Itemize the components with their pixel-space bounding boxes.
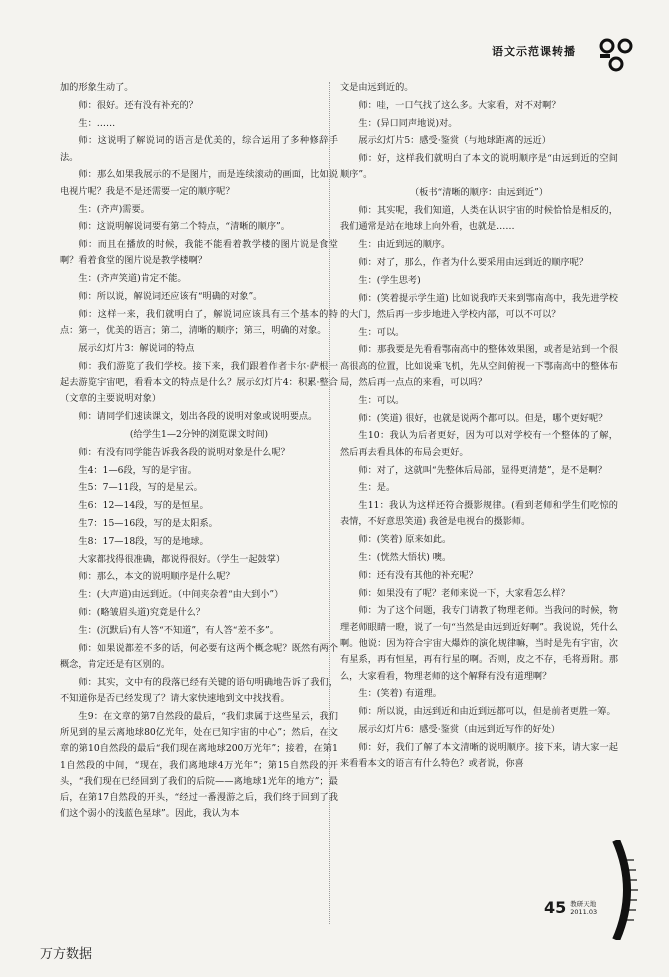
paragraph: 师：为了这个问题，我专门请教了物理老师。当我问的时候，物理老师眼睛一瞪，说了一句“当然是由远到近好啊”。我说说，凭什么啊。他说：因为符合宇宙大爆炸的演化规律嘛，当时是先有宇宙，次有星系，再有恒星，再有行星的啊。否则，皮之不存，毛将焉附。那么，大家看看，物理老师的这个解释有没有道理啊？ [340, 605, 618, 682]
paragraph: 生：是。 [358, 482, 396, 494]
paragraph: 生：(学生思考) [358, 274, 421, 286]
paragraph: 师：对了，这就叫“先整体后局部，显得更清楚”，是不是啊？ [358, 464, 607, 476]
paragraph: 生5：7—11段，写的是星云。 [78, 482, 203, 494]
paragraph: 师：请同学们速读课文，划出各段的说明对象或说明要点。 [78, 411, 318, 423]
paragraph: 生9：在文章的第7自然段的最后，“我们隶属于这些星云，我们所见到的星云离地球80亿光年，处在已知宇宙的中心”；然后，在文章的第10自然段的最后“我们现在离地球200万光年”；接着，在第11自然段的中间，“现在，我们离地球4万光年”；第15自然段的开头，“我们现在已经回到了我们的后院——离地球1光年的地方”；最后，在第17自然段的开头，“经过一番漫游之后，我们终于回到了我们这个弱小的浅蓝色星球”。因此，我认为本 [60, 710, 338, 820]
paragraph: 师：我们游览了我们学校。接下来，我们跟着作者卡尔·萨根一起去游览宇宙吧，看看本文的特点是什么？展示幻灯片4：积累·整合（文章的主要说明对象） [60, 360, 338, 405]
paragraph: 师：(笑着提示学生道) 比如说我昨天来到鄂南高中，我先进学校的大门，然后再一步步地进入学校内部，可以不可以？ [340, 292, 618, 320]
paragraph: 师：(笑道) 很好，也就是说两个都可以。但是，哪个更好呢？ [358, 412, 608, 424]
paragraph: 生：(恍然大悟状) 噢。 [358, 552, 452, 564]
paragraph: 生：(异口同声地说)对。 [358, 117, 458, 129]
publication-info [570, 900, 597, 916]
paragraph: 生：(沉默后)有人答“不知道”，有人答“差不多”。 [78, 624, 279, 636]
paragraph: 师：那么，本文的说明顺序是什么呢？ [78, 571, 235, 583]
paragraph: 师：很好。还有没有补充的？ [78, 99, 198, 111]
paragraph: 师：(略皱眉头道)究竟是什么？ [78, 606, 205, 618]
paragraph: 生10：我认为后者更好，因为可以对学校有一个整体的了解，然后再去看具体的布局会更好。 [340, 430, 618, 458]
paragraph: 生：(齐声笑道)肯定不能。 [78, 273, 187, 285]
paragraph: 师：有没有同学能告诉我各段的说明对象是什么呢？ [78, 446, 290, 458]
right-text-column [340, 80, 618, 774]
paragraph: 师：那么如果我展示的不是图片，而是连续滚动的画面，比如说电视片呢？我是不是还需要一定的顺序呢？ [60, 169, 338, 197]
paragraph: 师：这说明解说词要有第二个特点，“清晰的顺序”。 [78, 221, 290, 233]
side-tab-gauge-ornament [610, 840, 640, 940]
column-divider [329, 82, 330, 924]
paragraph: 生：由近到远的顺序。 [358, 239, 451, 251]
paragraph: 师：哇，一口气找了这么多。大家看，对不对啊？ [358, 99, 561, 111]
paragraph: 师：所以说，由远到近和由近到远都可以，但是前者更胜一筹。 [358, 706, 616, 718]
paragraph: 师：如果没有了呢？老师来说一下，大家看怎么样？ [358, 587, 570, 599]
paragraph: 生：…… [78, 117, 116, 129]
paragraph: 文是由远到近的。 [340, 82, 414, 93]
paragraph: 加的形象生动了。 [60, 82, 134, 93]
paragraph: 师：如果说都差不多的话，何必要有这两个概念呢？既然有两个概念，肯定还是有区别的。 [60, 642, 338, 670]
paragraph: 生：可以。 [358, 326, 405, 338]
publication-name: 教研天地 [570, 900, 597, 908]
header-title: 语文示范课转播 [492, 45, 576, 58]
paragraph: 生：(齐声)需要。 [78, 203, 150, 215]
left-text-column [60, 80, 338, 824]
paragraph: 生6：12—14段，写的是恒星。 [78, 500, 209, 512]
paragraph: 大家都找得很准确，都说得很好。（学生一起鼓掌） [78, 553, 286, 565]
paragraph: 师：这说明了解说词的语言是优美的，综合运用了多种修辞手法。 [60, 135, 338, 163]
paragraph: 师：其实，文中有的段落已经有关键的语句明确地告诉了我们，不知道你是否已经发现了？请大家快速地到文中找找看。 [60, 676, 338, 704]
paragraph: 展示幻灯片3：解说词的特点 [78, 342, 195, 354]
paragraph: 师：所以说，解说词还应该有“明确的对象”。 [78, 291, 263, 303]
publication-issue: 2011.03 [570, 908, 598, 916]
paragraph: 师：而且在播放的时候，我能不能看着教学楼的图片说是食堂啊？看着食堂的图片说是教学楼啊？ [60, 239, 338, 267]
paragraph: 师：好，我们了解了本文清晰的说明顺序。接下来，请大家一起来看看本文的语言有什么特色？或者说，你喜 [340, 741, 618, 770]
paragraph: (给学生1—2分钟的浏览课文时间) [129, 428, 269, 440]
paragraph: 展示幻灯片6：感受·鉴赏（由远到近写作的好处） [358, 723, 561, 735]
paragraph: 生4：1—6段，写的是宇宙。 [78, 464, 197, 476]
paragraph: 生：(笑着) 有道理。 [358, 688, 442, 700]
paragraph: 展示幻灯片5：感受·鉴赏（与地球距离的远近） [358, 135, 551, 147]
paragraph: 师：还有没有其他的补充呢？ [358, 569, 478, 581]
page-footer [544, 900, 597, 916]
paragraph: 生：(大声道)由远到近。（中间夹杂着“由大到小”） [78, 589, 284, 601]
watermark: 万方数据 [40, 947, 93, 962]
paragraph: 师：对了，那么，作者为什么要采用由远到近的顺序呢？ [358, 256, 589, 268]
paragraph: 师：这样一来，我们就明白了，解说词应该具有三个基本的特点：第一，优美的语言；第二，清晰的顺序；第三，明确的对象。 [60, 308, 338, 337]
paragraph: 生：可以。 [358, 394, 405, 406]
page-number: 45 [544, 898, 567, 917]
paragraph: 师：那我要是先看看鄂南高中的整体效果图，或者是站到一个很高很高的位置，比如说乘飞机，先从空间俯视一下鄂南高中的整体布局，然后再一点点的来看，可以吗？ [340, 344, 618, 389]
paragraph: 生7：15—16段，写的是太阳系。 [78, 517, 218, 529]
paragraph: 生11：我认为这样还符合摄影规律。(看到老师和学生们吃惊的表情，不好意思笑道) 我爸是电视台的摄影师。 [340, 500, 618, 528]
paragraph: 师：(笑着) 原来如此。 [358, 534, 452, 546]
paragraph: 师：好，这样我们就明白了本文的说明顺序是“由远到近的空间顺序”。 [340, 153, 618, 181]
paragraph: 生8：17—18段，写的是地球。 [78, 535, 209, 547]
paragraph: （板书“清晰的顺序：由远到近”） [409, 187, 549, 199]
header-rings-logo [598, 36, 634, 76]
paragraph: 师：其实呢，我们知道，人类在认识宇宙的时候恰恰是相反的，我们通常是站在地球上向外看，也就是…… [340, 205, 618, 233]
